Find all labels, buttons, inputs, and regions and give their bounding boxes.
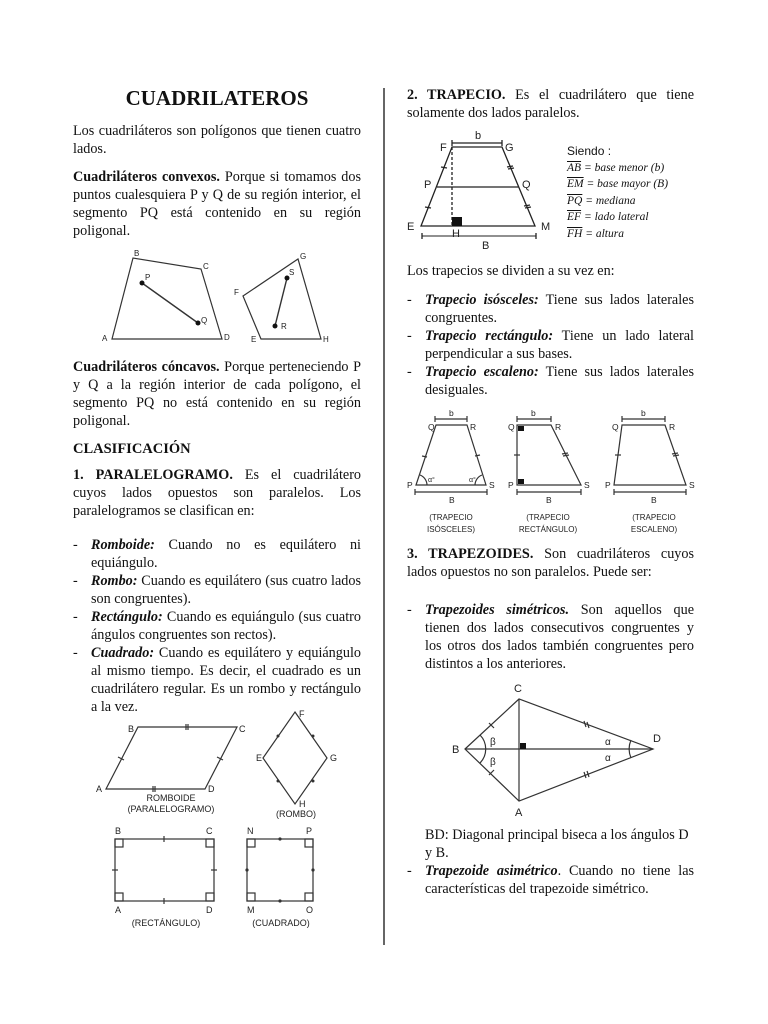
label-p: P (605, 480, 611, 490)
label-n: N (247, 826, 254, 836)
definition: = base mayor (B) (583, 178, 669, 190)
segment: $\overline{PQ}$ (567, 194, 583, 207)
label-g: G (505, 142, 514, 154)
definition: Tiene sus lados laterales desiguales. (425, 364, 694, 398)
label-c: C (206, 826, 213, 836)
label-s: S (689, 480, 695, 490)
label-c: C (514, 683, 522, 695)
label-b: B (115, 826, 122, 836)
label-e: E (407, 221, 415, 233)
convex-term: Cuadriláteros convexos. (73, 169, 220, 185)
label-a: A (102, 334, 108, 343)
label-p: P (407, 480, 413, 490)
label-o: O (306, 905, 314, 915)
isosceles-caption-2: ISÓSCELES) (426, 525, 476, 534)
list-item-rombo (73, 572, 361, 608)
classification-heading: CLASIFICACIÓN (73, 441, 191, 457)
segment: $\overline{AB}$ (567, 161, 582, 174)
label-m: M (541, 221, 551, 233)
term: Trapecio escaleno: (425, 364, 539, 380)
definition: Cuando es equilátero (sus cuatro lados son congruentes). (91, 573, 361, 607)
romboide-rombo-figure (85, 705, 355, 825)
angle-alpha: α (605, 753, 611, 764)
label-d: D (206, 905, 213, 915)
label-b: B (134, 249, 140, 258)
escaleno-caption-2: ESCALENO) (630, 525, 678, 534)
asimetrico-section (407, 826, 694, 898)
angle-alpha: α° (428, 477, 435, 484)
label-d: D (208, 784, 215, 794)
trapecio-figure (400, 128, 560, 253)
intro-paragraph: Los cuadriláteros son polígonos que tienen cuatro lados. (73, 123, 361, 157)
angle-beta: β (490, 757, 496, 768)
label-b: B (128, 724, 135, 734)
label-b-small: b (475, 130, 482, 142)
list-item-escaleno (407, 363, 694, 399)
definition: Tiene sus lados laterales congruentes. (425, 292, 694, 326)
label-b-large: B (449, 495, 455, 505)
trapezoides-paragraph (407, 545, 694, 581)
definition: Cuando es equilátero y equiángulo al mismo tiempo. Es decir, el cuadrado es un cuadrilátero regular. Es un rombo y rectángulo a la vez. (91, 645, 361, 715)
convex-paragraph (73, 168, 361, 240)
bd-note: BD: Diagonal principal biseca a los ángulos D y B. (425, 827, 689, 861)
label-e: E (256, 753, 263, 763)
left-column-lower (73, 358, 361, 716)
term: Rectángulo: (91, 609, 163, 625)
label-e: E (251, 335, 257, 344)
definition: = lado lateral (581, 211, 649, 223)
definition: Son aquellos que tienen dos lados consecutivos congruentes y los otros dos lados también congruentes pero distintos a los anteriores. (425, 602, 694, 672)
label-q: Q (508, 422, 515, 432)
label-s: S (289, 268, 295, 277)
definition: Tiene un lado lateral perpendicular a sus bases. (425, 328, 694, 362)
trapecio-types-figure (400, 405, 710, 540)
parallelogram-types-list (73, 536, 361, 716)
label-r: R (555, 422, 562, 432)
angle-alpha: α (605, 737, 611, 748)
definition: = mediana (582, 194, 636, 207)
label-p: P (145, 273, 151, 282)
list-item-romboide (73, 536, 361, 572)
siendo-heading: Siendo : (567, 144, 612, 158)
romboide-caption: ROMBOIDE (146, 793, 196, 803)
segment: $\overline{EM}$ (567, 178, 584, 190)
label-b-small: b (531, 408, 536, 418)
rectangulo-cuadrado-figure (100, 820, 340, 935)
term: Trapezoide asimétrico (425, 863, 558, 879)
definition: = altura (582, 227, 624, 240)
legend-row (567, 193, 668, 210)
cuadrado-caption: (CUADRADO) (252, 918, 310, 928)
label-a: A (115, 905, 122, 915)
rombo-caption: (ROMBO) (276, 809, 316, 819)
page-title: CUADRILATEROS (125, 86, 309, 110)
label-a: A (515, 807, 523, 819)
label-s: S (489, 480, 495, 490)
angle-alpha: α° (469, 477, 476, 484)
label-b-large: B (546, 495, 552, 505)
legend-row (567, 226, 668, 243)
concave-text: Porque perteneciendo P y Q a la región interior de cada polígono, el segmento PQ no está contenido en su región poligonal. (73, 359, 361, 429)
segment: $\overline{EF}$ (567, 211, 582, 223)
siendo-legend (567, 143, 668, 242)
label-f: F (234, 288, 239, 297)
rectangulo-caption: (TRAPECIO (526, 513, 570, 522)
label-d: D (653, 733, 661, 745)
label-h: H (452, 228, 460, 240)
legend-row (567, 209, 668, 226)
label-b-small: b (641, 408, 646, 418)
label-p: P (306, 826, 313, 836)
label-r: R (669, 422, 676, 432)
label-r: R (281, 322, 287, 331)
label-h: H (299, 799, 306, 809)
term: Trapecio rectángulo: (425, 328, 554, 344)
label-r: R (470, 422, 477, 432)
parallelogram-paragraph (73, 466, 361, 520)
right-column (407, 86, 694, 132)
label-g: G (300, 252, 307, 261)
term: Cuadrado: (91, 645, 155, 661)
label-q: Q (428, 422, 435, 432)
divide-intro: Los trapecios se dividen a su vez en: (407, 263, 615, 279)
trapecio-types-list (407, 291, 694, 399)
legend-row (567, 160, 668, 177)
trapezoides-text: Son cuadriláteros cuyos lados opuestos no son paralelos. Puede ser: (407, 546, 694, 580)
trapecio-paragraph (407, 86, 694, 122)
legend-row (567, 176, 668, 193)
label-b-large: B (482, 240, 490, 252)
parallelogram-text: Es el cuadrilátero cuyos lados opuestos son paralelos. Los paralelogramos se clasifican en: (73, 467, 362, 519)
label-q: Q (522, 179, 531, 191)
list-item-simetrico (407, 601, 694, 673)
label-f: F (299, 709, 305, 719)
trapecio-text: Es el cuadrilátero que tiene solamente dos lados paralelos. (407, 87, 694, 121)
definition: Cuando es equiángulo (sus cuatro ángulos congruentes son rectos). (91, 609, 361, 643)
label-p: P (508, 480, 514, 490)
left-column (73, 86, 361, 250)
definition: = base menor (b) (581, 161, 665, 174)
label-b-small: b (449, 408, 454, 418)
concave-term: Cuadriláteros cóncavos. (73, 359, 220, 375)
list-item-isosceles (407, 291, 694, 327)
concave-paragraph (73, 358, 361, 430)
label-h: H (323, 335, 329, 344)
trapezoides-list (407, 601, 694, 673)
segment: $\overline{FH}$ (567, 227, 583, 240)
term: Romboide: (91, 537, 155, 553)
label-g: G (330, 753, 338, 763)
isosceles-caption: (TRAPECIO (429, 513, 473, 522)
escaleno-caption: (TRAPECIO (632, 513, 676, 522)
label-q: Q (201, 316, 208, 325)
list-item-rectangulo (407, 327, 694, 363)
parallelogram-term: 1. PARALELOGRAMO. (73, 467, 233, 483)
term: Rombo: (91, 573, 138, 589)
column-divider (383, 88, 385, 945)
convex-text: Porque si tomamos dos puntos cualesquiera P y Q de su región interior, el segmento PQ está contenido en su región poligonal. (73, 169, 361, 239)
term: Trapezoides simétricos. (425, 602, 569, 618)
label-p: P (424, 179, 432, 191)
label-b-large: B (651, 495, 657, 505)
trapezoides-term: 3. TRAPEZOIDES. (407, 546, 534, 562)
trapezoides-section (407, 545, 694, 673)
trapecio-types-section (407, 262, 694, 399)
trapezoide-simetrico-figure (440, 678, 670, 823)
list-item-rectangulo (73, 608, 361, 644)
rectangulo-caption: (RECTÁNGULO) (131, 918, 201, 928)
angle-beta: β (490, 737, 496, 748)
label-b: B (452, 744, 460, 756)
label-q: Q (612, 422, 619, 432)
term: Trapecio isósceles: (425, 292, 539, 308)
label-a: A (96, 784, 103, 794)
list-item-asimetrico (407, 862, 694, 898)
label-d: D (224, 333, 230, 342)
trapecio-term: 2. TRAPECIO. (407, 87, 506, 103)
label-c: C (203, 262, 209, 271)
convex-concave-figure (90, 245, 340, 350)
asimetrico-list (407, 862, 694, 898)
label-f: F (440, 142, 447, 154)
label-m: M (247, 905, 255, 915)
label-c: C (239, 724, 246, 734)
definition: . Cuando no tiene las características del trapezoide simétrico. (425, 863, 695, 897)
romboide-caption-2: (PARALELOGRAMO) (127, 804, 215, 814)
definition: Cuando no es equilátero ni equiángulo. (91, 537, 361, 571)
rectangulo-caption-2: RECTÁNGULO) (518, 525, 578, 534)
label-s: S (584, 480, 590, 490)
